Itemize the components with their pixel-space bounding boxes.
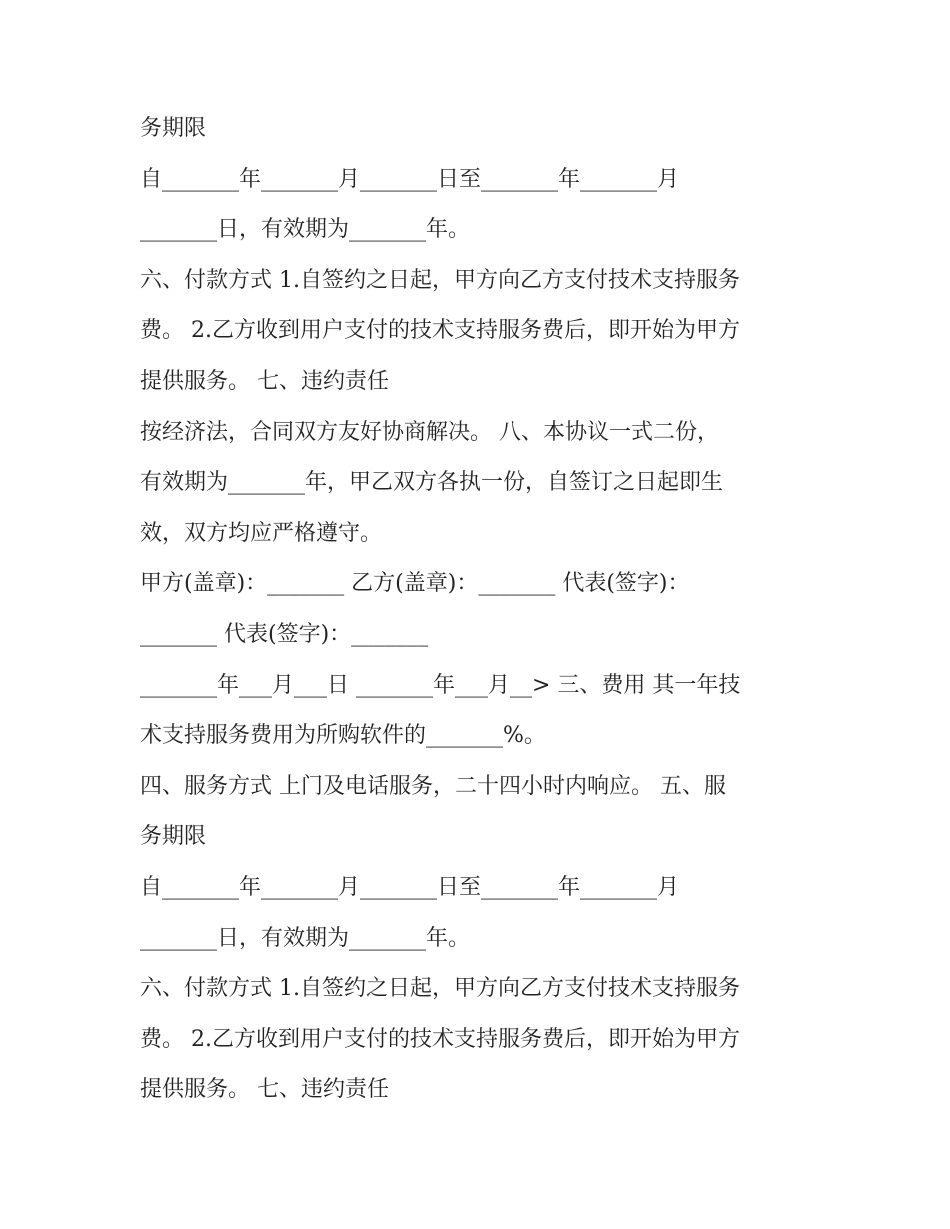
text-line: 效，双方均应严格遵守。 <box>140 520 383 546</box>
text-line: 提供服务。 七、违约责任 <box>140 368 389 394</box>
text-line: 务期限 <box>140 824 207 850</box>
text-line: 按经济法，合同双方友好协商解决。 八、本协议一式二份， <box>140 419 719 445</box>
text-line: 费。 2.乙方收到用户支付的技术支持服务费后，即开始为甲方 <box>140 318 740 344</box>
text-line: _______日，有效期为_______年。 <box>140 925 471 951</box>
text-line: 有效期为_______年，甲乙双方各执一份，自签订之日起即生 <box>140 470 724 496</box>
text-line: 四、服务方式 上门及电话服务，二十四小时内响应。 五、服 <box>140 773 726 799</box>
text-line: 术支持服务费用为所购软件的_______%。 <box>140 723 546 749</box>
text-line: _______年___月___日 _______年___月__> 三、费用 其一年技 <box>140 672 741 698</box>
text-line: 提供服务。 七、违约责任 <box>140 1077 389 1103</box>
text-line: 费。 2.乙方收到用户支付的技术支持服务费后，即开始为甲方 <box>140 1026 740 1052</box>
text-line: 六、付款方式 1.自签约之日起，甲方向乙方支付技术支持服务 <box>140 976 740 1002</box>
text-line: 甲方(盖章)：_______ 乙方(盖章)：_______ 代表(签字)： <box>140 571 690 597</box>
text-line: _______ 代表(签字)：_______ <box>140 621 429 647</box>
text-line: _______日，有效期为_______年。 <box>140 217 471 243</box>
document-body <box>140 104 830 1116</box>
text-line: 务期限 <box>140 116 207 141</box>
text-line: 六、付款方式 1.自签约之日起，甲方向乙方支付技术支持服务 <box>140 267 740 293</box>
text-line: 自_______年_______月_______日至_______年_______月 <box>140 874 680 900</box>
text-line: 自_______年_______月_______日至_______年_______月 <box>140 166 680 192</box>
